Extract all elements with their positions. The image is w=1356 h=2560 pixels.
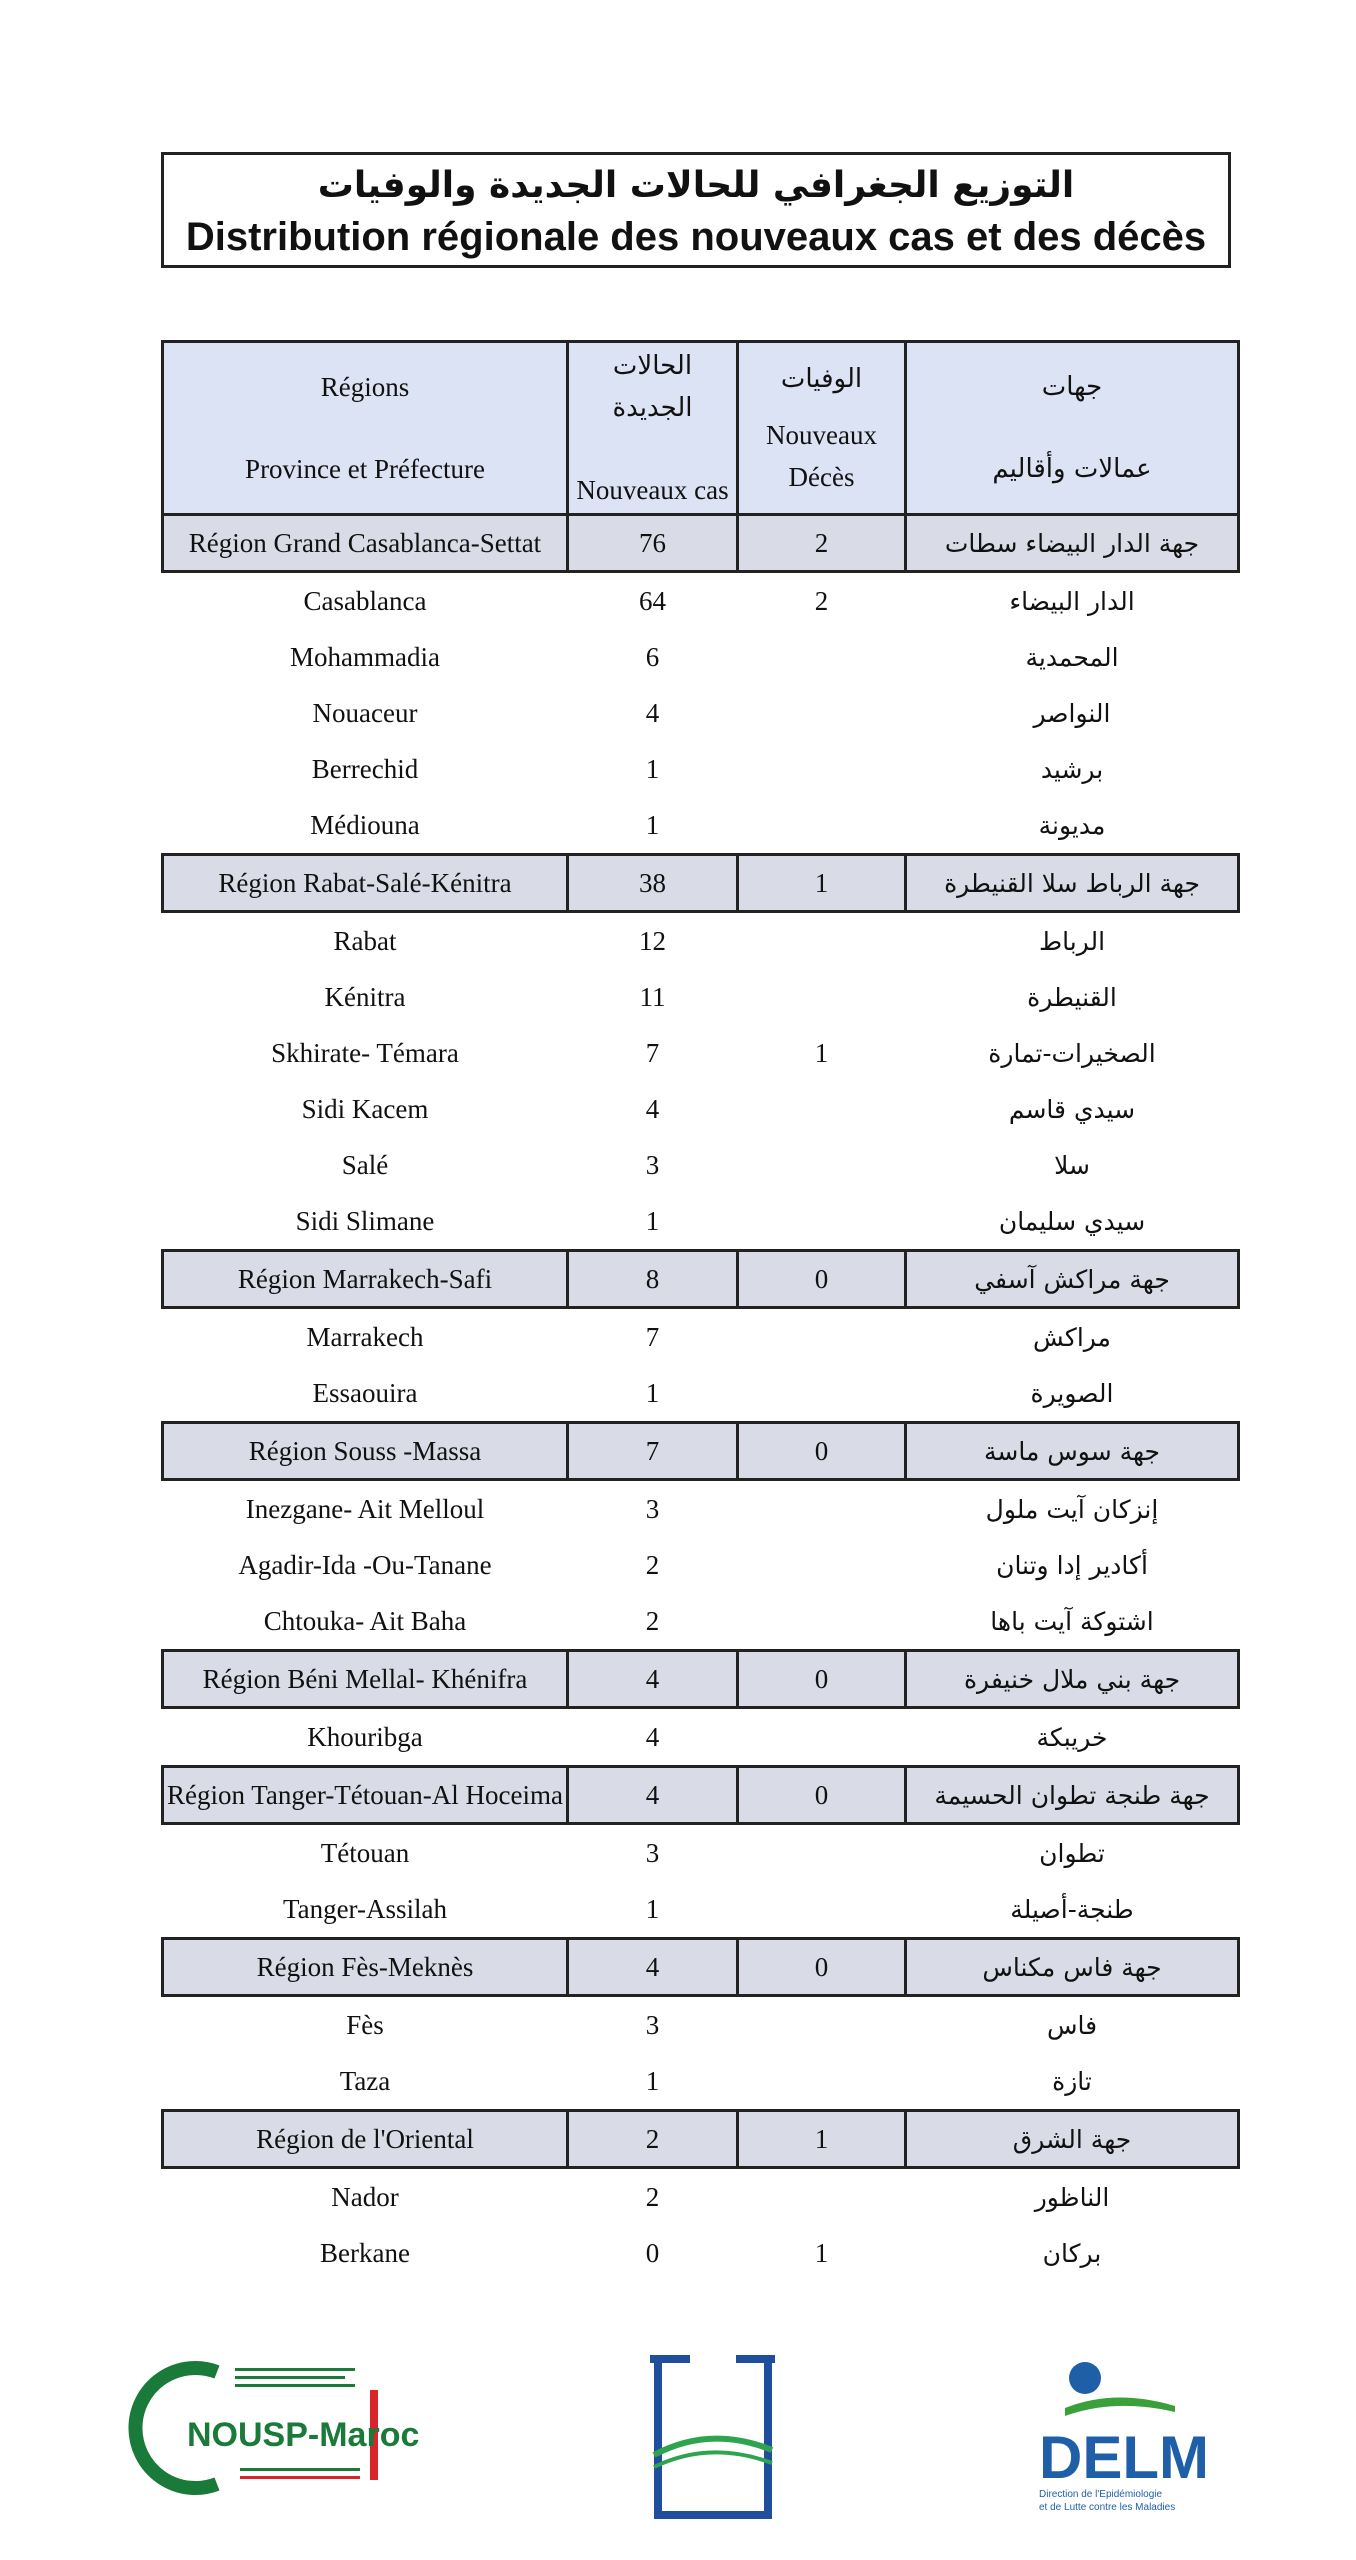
header-province-ar-label: عمالات وأقاليم	[992, 454, 1152, 484]
delm-logo	[1035, 2360, 1209, 2515]
province-row	[163, 912, 1239, 970]
province-new-cases: 3	[645, 1493, 660, 1524]
province-deaths	[738, 1593, 906, 1651]
province-row	[163, 1881, 1239, 1939]
region-deaths: 1	[738, 855, 906, 912]
province-name-fr: Marrakech	[306, 1321, 424, 1352]
table-body	[163, 515, 1239, 2282]
region-deaths: 2	[738, 515, 906, 572]
province-name-fr: Berrechid	[311, 753, 419, 784]
province-name-fr: Chtouka- Ait Baha	[263, 1605, 467, 1636]
province-deaths	[738, 1308, 906, 1366]
province-new-cases: 0	[645, 2237, 660, 2268]
province-deaths: 1	[814, 1037, 829, 1068]
region-name-ar: جهة الشرق	[906, 2111, 1239, 2168]
province-deaths	[738, 685, 906, 741]
region-name-fr: Région Marrakech-Safi	[163, 1251, 568, 1308]
province-name-ar: سلا	[1054, 1150, 1090, 1180]
province-name-fr: Salé	[341, 1149, 389, 1180]
province-name-ar: الناظور	[1034, 2182, 1110, 2212]
title-french: Distribution régionale des nouveaux cas et des décès	[185, 215, 1207, 259]
region-name-fr: Région Tanger-Tétouan-Al Hoceima	[163, 1767, 568, 1824]
province-name-ar: الرباط	[1038, 926, 1106, 956]
region-name-ar: جهة بني ملال خنيفرة	[906, 1651, 1239, 1708]
province-name-ar: اشتوكة آيت باها	[990, 1606, 1154, 1636]
region-name-ar: جهة الدار البيضاء سطات	[906, 515, 1239, 572]
region-new-cases: 4	[568, 1651, 738, 1708]
region-new-cases: 4	[568, 1767, 738, 1824]
region-name-fr: Région Grand Casablanca-Settat	[163, 515, 568, 572]
province-row	[163, 969, 1239, 1025]
header-deaths-fr-2: Décès	[788, 462, 855, 492]
province-deaths	[738, 1996, 906, 2054]
province-name-ar: النواصر	[1033, 698, 1111, 728]
province-row	[163, 2168, 1239, 2226]
province-row	[163, 1193, 1239, 1251]
province-row	[163, 685, 1239, 741]
province-name-ar: فاس	[1046, 2010, 1098, 2040]
province-name-fr: Médiouna	[310, 809, 420, 840]
province-name-ar: برشيد	[1040, 754, 1104, 784]
region-row	[163, 515, 1239, 572]
header-regions-ar	[906, 342, 1239, 515]
region-deaths: 0	[738, 1423, 906, 1480]
province-name-ar: تطوان	[1039, 1838, 1105, 1868]
region-name-fr: Région Rabat-Salé-Kénitra	[163, 855, 568, 912]
province-deaths	[738, 1824, 906, 1882]
region-deaths: 0	[738, 1651, 906, 1708]
region-new-cases: 76	[568, 515, 738, 572]
region-name-fr: Région Fès-Meknès	[163, 1939, 568, 1996]
province-name-ar: سيدي قاسم	[1008, 1094, 1136, 1124]
province-name-ar: القنيطرة	[1027, 982, 1117, 1012]
svg-text:Direction de l'Epidémiologie: Direction de l'Epidémiologie	[1039, 2489, 1163, 2500]
region-deaths: 0	[738, 1767, 906, 1824]
region-name-fr: Région Béni Mellal- Khénifra	[163, 1651, 568, 1708]
region-name-ar: جهة فاس مكناس	[906, 1939, 1239, 1996]
header-regions-ar-label: جهات	[1041, 372, 1103, 402]
region-name-ar: جهة سوس ماسة	[906, 1423, 1239, 1480]
province-new-cases: 3	[645, 1837, 660, 1868]
region-row	[163, 1651, 1239, 1708]
region-name-ar: جهة طنجة تطوان الحسيمة	[906, 1767, 1239, 1824]
province-new-cases: 1	[645, 753, 660, 784]
province-name-fr: Tétouan	[320, 1837, 410, 1868]
province-name-ar: الصويرة	[1030, 1378, 1114, 1408]
province-row	[163, 1308, 1239, 1366]
province-name-ar: إنزكان آيت ملول	[985, 1494, 1159, 1524]
svg-text:et de Lutte contre les Maladie: et de Lutte contre les Maladies	[1039, 2502, 1176, 2513]
region-name-fr: Région de l'Oriental	[163, 2111, 568, 2168]
region-new-cases: 8	[568, 1251, 738, 1308]
province-row	[163, 1081, 1239, 1137]
province-name-fr: Khouribga	[307, 1721, 423, 1752]
province-deaths	[738, 912, 906, 970]
province-name-fr: Fès	[346, 2009, 384, 2040]
province-name-ar: بركان	[1042, 2238, 1102, 2268]
province-name-ar: خريبكة	[1036, 1722, 1108, 1752]
province-row	[163, 741, 1239, 797]
province-name-ar: الدار البيضاء	[1009, 586, 1135, 616]
region-new-cases: 38	[568, 855, 738, 912]
province-row	[163, 1025, 1239, 1081]
province-deaths	[738, 1193, 906, 1251]
header-province-label: Province et Préfecture	[245, 454, 485, 484]
region-row	[163, 1939, 1239, 1996]
region-row	[163, 2111, 1239, 2168]
header-new-cases-ar: الحالات الجديدة	[612, 351, 693, 423]
province-deaths	[738, 1081, 906, 1137]
province-new-cases: 1	[645, 1377, 660, 1408]
province-new-cases: 1	[645, 2065, 660, 2096]
province-row	[163, 2225, 1239, 2281]
province-name-ar: الصخيرات-تمارة	[988, 1038, 1156, 1068]
province-row	[163, 2053, 1239, 2111]
province-row	[163, 1593, 1239, 1651]
ministry-emblem-logo	[650, 2355, 775, 2520]
distribution-table	[161, 340, 1240, 2281]
province-deaths	[738, 1537, 906, 1593]
region-row	[163, 1251, 1239, 1308]
province-new-cases: 7	[645, 1321, 660, 1352]
region-deaths: 1	[738, 2111, 906, 2168]
province-name-fr: Essaouira	[312, 1377, 418, 1408]
province-row	[163, 1708, 1239, 1767]
region-row	[163, 1767, 1239, 1824]
header-deaths-fr-1: Nouveaux	[766, 420, 877, 450]
province-name-fr: Casablanca	[303, 585, 427, 616]
region-new-cases: 4	[568, 1939, 738, 1996]
province-deaths: 2	[814, 585, 829, 616]
province-new-cases: 1	[645, 1893, 660, 1924]
province-deaths	[738, 2168, 906, 2226]
region-name-fr: Région Souss -Massa	[163, 1423, 568, 1480]
province-name-fr: Nador	[331, 2181, 399, 2212]
region-deaths: 0	[738, 1939, 906, 1996]
province-name-fr: Skhirate- Témara	[271, 1037, 459, 1068]
province-new-cases: 7	[645, 1037, 660, 1068]
province-name-ar: أكادير إدا وتنان	[996, 1550, 1148, 1580]
province-name-fr: Sidi Kacem	[301, 1093, 429, 1124]
province-new-cases: 2	[645, 1549, 660, 1580]
header-new-cases	[568, 342, 738, 515]
province-new-cases: 4	[645, 1721, 660, 1752]
region-new-cases: 7	[568, 1423, 738, 1480]
province-name-fr: Inezgane- Ait Melloul	[245, 1493, 485, 1524]
province-new-cases: 1	[645, 1205, 660, 1236]
province-new-cases: 12	[639, 925, 666, 956]
province-name-fr: Berkane	[320, 2237, 410, 2268]
table-header-row	[163, 342, 1239, 515]
province-row	[163, 572, 1239, 630]
province-deaths	[738, 1708, 906, 1767]
province-name-fr: Nouaceur	[312, 697, 418, 728]
province-row	[163, 629, 1239, 685]
document-title-box	[161, 152, 1231, 268]
province-new-cases: 4	[645, 697, 660, 728]
province-name-fr: Taza	[339, 2065, 391, 2096]
region-row	[163, 855, 1239, 912]
province-deaths	[738, 741, 906, 797]
region-deaths: 0	[738, 1251, 906, 1308]
nousp-maroc-logo	[165, 2360, 420, 2495]
province-name-fr: Sidi Slimane	[295, 1205, 435, 1236]
region-name-ar: جهة الرباط سلا القنيطرة	[906, 855, 1239, 912]
province-row	[163, 1824, 1239, 1882]
province-new-cases: 64	[639, 585, 666, 616]
province-new-cases: 2	[645, 1605, 660, 1636]
province-name-fr: Mohammadia	[290, 641, 440, 672]
province-new-cases: 1	[645, 809, 660, 840]
province-deaths	[738, 797, 906, 855]
svg-text:NOUSP-Maroc: NOUSP-Maroc	[187, 2416, 420, 2454]
province-new-cases: 4	[645, 1093, 660, 1124]
region-row	[163, 1423, 1239, 1480]
province-new-cases: 3	[645, 2009, 660, 2040]
province-deaths	[738, 2053, 906, 2111]
province-name-ar: مديونة	[1038, 810, 1106, 840]
svg-text:DELM: DELM	[1039, 2424, 1209, 2491]
header-regions-fr	[163, 342, 568, 515]
province-deaths	[738, 1365, 906, 1423]
province-new-cases: 6	[645, 641, 660, 672]
header-new-cases-fr: Nouveaux cas	[576, 475, 729, 505]
province-name-ar: المحمدية	[1025, 642, 1119, 672]
province-row	[163, 1537, 1239, 1593]
province-name-fr: Tanger-Assilah	[282, 1893, 448, 1924]
province-row	[163, 1480, 1239, 1538]
title-arabic: التوزيع الجغرافي للحالات الجديدة والوفيات	[317, 165, 1075, 206]
region-name-ar: جهة مراكش آسفي	[906, 1251, 1239, 1308]
province-deaths: 1	[814, 2237, 829, 2268]
province-name-fr: Rabat	[333, 925, 397, 956]
province-deaths	[738, 1480, 906, 1538]
province-deaths	[738, 969, 906, 1025]
province-name-fr: Agadir-Ida -Ou-Tanane	[238, 1549, 492, 1580]
province-name-ar: طنجة-أصيلة	[1010, 1894, 1134, 1924]
header-regions-label: Régions	[320, 372, 410, 402]
province-name-ar: سيدي سليمان	[998, 1206, 1146, 1236]
header-deaths-ar: الوفيات	[780, 364, 863, 394]
province-new-cases: 3	[645, 1149, 660, 1180]
province-name-ar: مراكش	[1033, 1322, 1111, 1352]
province-row	[163, 1996, 1239, 2054]
province-name-fr: Kénitra	[324, 981, 406, 1012]
province-name-ar: تازة	[1052, 2066, 1092, 2096]
province-deaths	[738, 1137, 906, 1193]
province-row	[163, 797, 1239, 855]
province-new-cases: 11	[639, 981, 666, 1012]
province-deaths	[738, 629, 906, 685]
province-deaths	[738, 1881, 906, 1939]
province-row	[163, 1137, 1239, 1193]
province-row	[163, 1365, 1239, 1423]
region-new-cases: 2	[568, 2111, 738, 2168]
province-new-cases: 2	[645, 2181, 660, 2212]
header-deaths	[738, 342, 906, 515]
